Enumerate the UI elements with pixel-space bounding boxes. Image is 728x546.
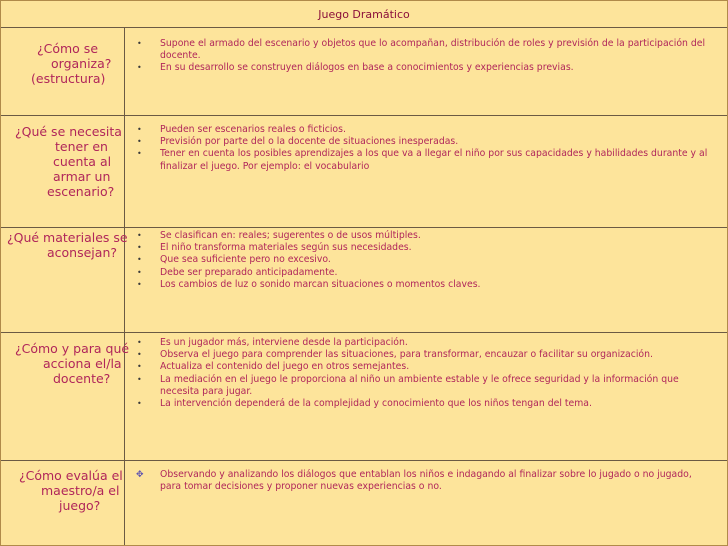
list-item-text: Observa el juego para comprender las situaciones, para transformar, encauzar o facilitar su organización.: [160, 349, 653, 361]
bullet-icon: •: [137, 362, 142, 372]
question-line: maestro/a el: [41, 483, 120, 498]
list-item-text: Los cambios de luz o sonido marcan situaciones o momentos claves.: [160, 278, 481, 290]
sparkle-bullet-icon: ✥: [136, 470, 144, 480]
question-line: acciona el/la: [43, 356, 122, 371]
question-line: juego?: [59, 498, 101, 513]
list-item-text: Debe ser preparado anticipadamente.: [160, 266, 338, 278]
bullet-icon: •: [137, 374, 142, 384]
bullet-icon: •: [137, 255, 142, 265]
list-item-text: El niño transforma materiales según sus necesidades.: [160, 242, 412, 254]
question-line: (estructura): [31, 71, 106, 86]
list-item: [134, 148, 713, 172]
list-item-text: Previsión por parte del o la docente de situaciones inesperadas.: [160, 136, 459, 148]
table-title-text: Juego Dramático: [318, 7, 410, 21]
answer-list: [134, 469, 713, 493]
question-cell: [1, 461, 125, 545]
answer-cell: [126, 116, 727, 227]
list-item: [134, 267, 713, 279]
list-item: [134, 38, 713, 62]
question-line: ¿Qué materiales se: [7, 230, 128, 245]
list-item-text: Supone el armado del escenario y objetos que lo acompañan, distribución de roles y previsión de la participación del docente.: [160, 38, 706, 62]
table-title: [1, 1, 727, 28]
question-cell: [1, 28, 125, 115]
list-item: [134, 337, 713, 349]
question-cell: [1, 228, 128, 332]
table-row: [1, 461, 727, 545]
bullet-icon: •: [137, 350, 142, 360]
list-item: [134, 349, 713, 361]
list-item: [134, 398, 713, 410]
question-line: cuenta al: [53, 154, 112, 169]
answer-list: [134, 38, 713, 75]
bullet-icon: •: [137, 149, 142, 159]
answer-list: [134, 230, 713, 291]
bullet-icon: •: [137, 63, 142, 73]
table-row: [1, 28, 727, 116]
bullet-icon: •: [137, 243, 142, 253]
question-cell: [1, 333, 130, 460]
answer-cell: [126, 461, 727, 545]
list-item: [134, 279, 713, 291]
bullet-icon: •: [137, 399, 142, 409]
question-line: ¿Cómo evalúa el: [19, 468, 123, 483]
list-item: [134, 136, 713, 148]
list-item-text: Es un jugador más, interviene desde la participación.: [160, 337, 408, 348]
bullet-icon: •: [137, 137, 142, 147]
list-item-text: La mediación en el juego le proporciona al niño un ambiente estable y le ofrece seguridad y la información que necesita para jugar.: [160, 373, 679, 397]
question-line: ¿Cómo se: [37, 41, 99, 56]
question-cell: [1, 116, 125, 227]
list-item-text: Tener en cuenta los posibles aprendizajes a los que va a llegar el niño por sus capacidades y habilidades durante y al finalizar el juego. Por ejemplo: el vocabulario: [160, 148, 708, 172]
list-item: [134, 254, 713, 266]
list-item-text: Que sea suficiente pero no excesivo.: [160, 254, 331, 266]
table-row: [1, 333, 727, 461]
question-line: tener en: [55, 139, 108, 154]
question-line: docente?: [53, 371, 111, 386]
answer-cell: [126, 28, 727, 115]
question-line: armar un: [53, 169, 111, 184]
bullet-icon: •: [137, 338, 142, 347]
question-line: aconsejan?: [47, 245, 117, 260]
list-item-text: Actualiza el contenido del juego en otros semejantes.: [160, 361, 410, 373]
list-item: [134, 374, 713, 398]
list-item: [134, 242, 713, 254]
list-item-text: Pueden ser escenarios reales o ficticios.: [160, 124, 346, 135]
list-item: [134, 62, 713, 74]
answer-cell: [126, 333, 727, 460]
list-item: [134, 230, 713, 242]
question-line: escenario?: [47, 184, 115, 199]
list-item: [134, 361, 713, 373]
answer-list: [134, 124, 713, 173]
question-line: ¿Cómo y para qué: [15, 341, 130, 356]
question-line: ¿Qué se necesita: [15, 124, 122, 139]
question-line: organiza?: [51, 56, 112, 71]
table-row: [1, 116, 727, 228]
bullet-icon: •: [137, 231, 142, 240]
list-item: [134, 469, 713, 493]
list-item-text: Se clasifican en: reales; sugerentes o de usos múltiples.: [160, 230, 421, 241]
bullet-icon: •: [137, 125, 142, 134]
bullet-icon: •: [137, 267, 142, 277]
list-item-text: Observando y analizando los diálogos que entablan los niños e indagando al finalizar sobre lo jugado o no jugado, para tomar decisiones y proponer nuevas experiencias o no.: [160, 469, 692, 493]
bullet-icon: •: [137, 39, 142, 48]
answer-list: [134, 337, 713, 410]
list-item-text: En su desarrollo se construyen diálogos en base a conocimientos y experiencias previas.: [160, 62, 574, 74]
bullet-icon: •: [137, 279, 142, 289]
table-row: [1, 228, 727, 333]
answer-cell: [126, 228, 727, 332]
list-item: [134, 124, 713, 136]
list-item-text: La intervención dependerá de la complejidad y conocimiento que los niños tengan del tema.: [160, 398, 592, 410]
